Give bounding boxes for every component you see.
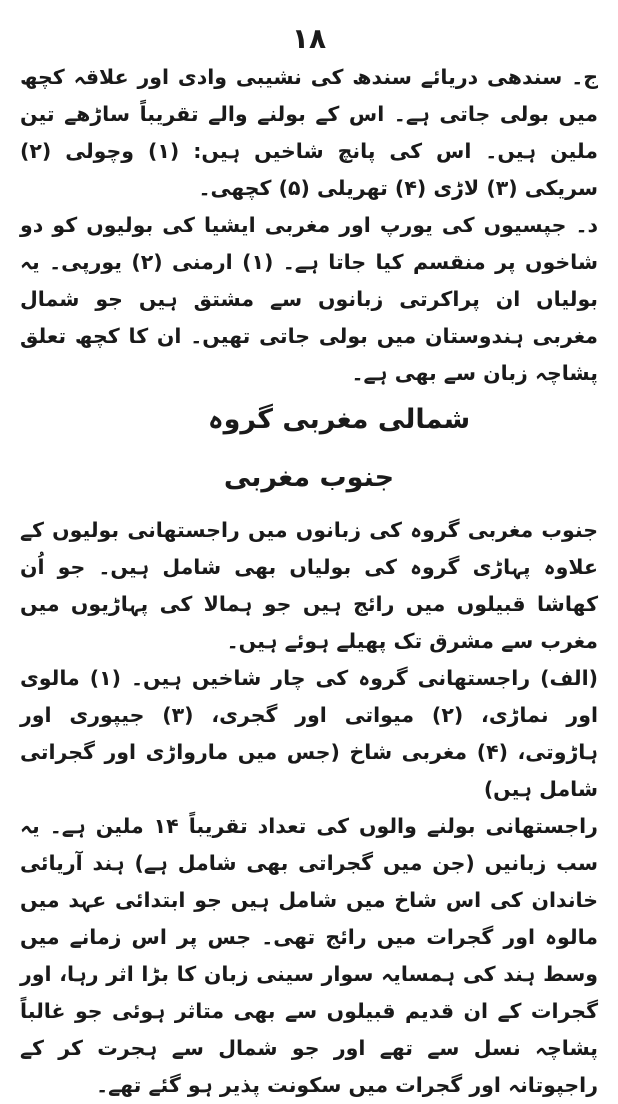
paragraph-rajasthani-speakers: راجستھانی بولنے والوں کی تعداد تقریباً ۱۴ ملین ہے۔ یہ سب زبانیں (جن میں گجراتی بھی شامل ہے) ہند آریائی خاندان کی اس شاخ میں شامل ہیں جو ابتدائی عہد میں مالوہ اور گجرات میں رائج تھی۔ جس پر اس زمانے میں وسط ہند کی ہمسایہ سوار سینی زبان کا بڑا اثر رہا، اور گجرات کے ان قدیم قبیلوں سے بھی متاثر ہوئی جو غالباً پشاچہ نسل سے تھے اور جو شمال سے ہجرت کر کے راجپوتانہ اور گجرات میں سکونت پذیر ہو گئے تھے۔ [20, 814, 598, 1097]
page-number: ۱۸ [291, 22, 327, 55]
heading-northwestern-group: شمالی مغربی گروہ [207, 404, 471, 435]
paragraph-southwestern-intro: جنوب مغربی گروہ کی زبانوں میں راجستھانی بولیوں کے علاوہ پہاڑی گروہ کی بولیاں بھی شامل ہیں۔ جو اُن کھاشا قبیلوں میں رائج ہیں جو ہمالا کی پہاڑیوں میں مغرب سے مشرق تک پھیلے ہوئے ہیں۔ [20, 518, 598, 653]
heading-southwestern: جنوب مغربی [223, 462, 395, 493]
paragraph-sindhi: ج۔ سندھی دریائے سندھ کی نشیبی وادی اور علاقہ کچھ میں بولی جاتی ہے۔ اس کے بولنے والے تقریباً ساڑھے تین ملین ہیں۔ اس کی پانچ شاخیں ہیں: (۱) وچولی (۲) سریکی (۳) لاڑی (۴) تھریلی (۵) کچھی۔ [20, 65, 598, 200]
paragraph-rajasthani-branches: (الف) راجستھانی گروہ کی چار شاخیں ہیں۔ (۱) مالوی اور نماڑی، (۲) میواتی اور گجری، (۳) جیپوری اور ہاڑوتی، (۴) مغربی شاخ (جس میں مارواڑی اور گجراتی شامل ہیں) [20, 666, 599, 801]
paragraph-gypsy: د۔ جپسیوں کی یورپ اور مغربی ایشیا کی بولیوں کو دو شاخوں پر منقسم کیا جاتا ہے۔ (۱) ارمنی (۲) یورپی۔ یہ بولیاں ان پراکرتی زبانوں سے مشتق ہیں جو شمال مغربی ہندوستان میں بولی جاتی تھیں۔ ان کا کچھ تعلق پشاچہ زبان سے بھی ہے۔ [20, 213, 598, 385]
